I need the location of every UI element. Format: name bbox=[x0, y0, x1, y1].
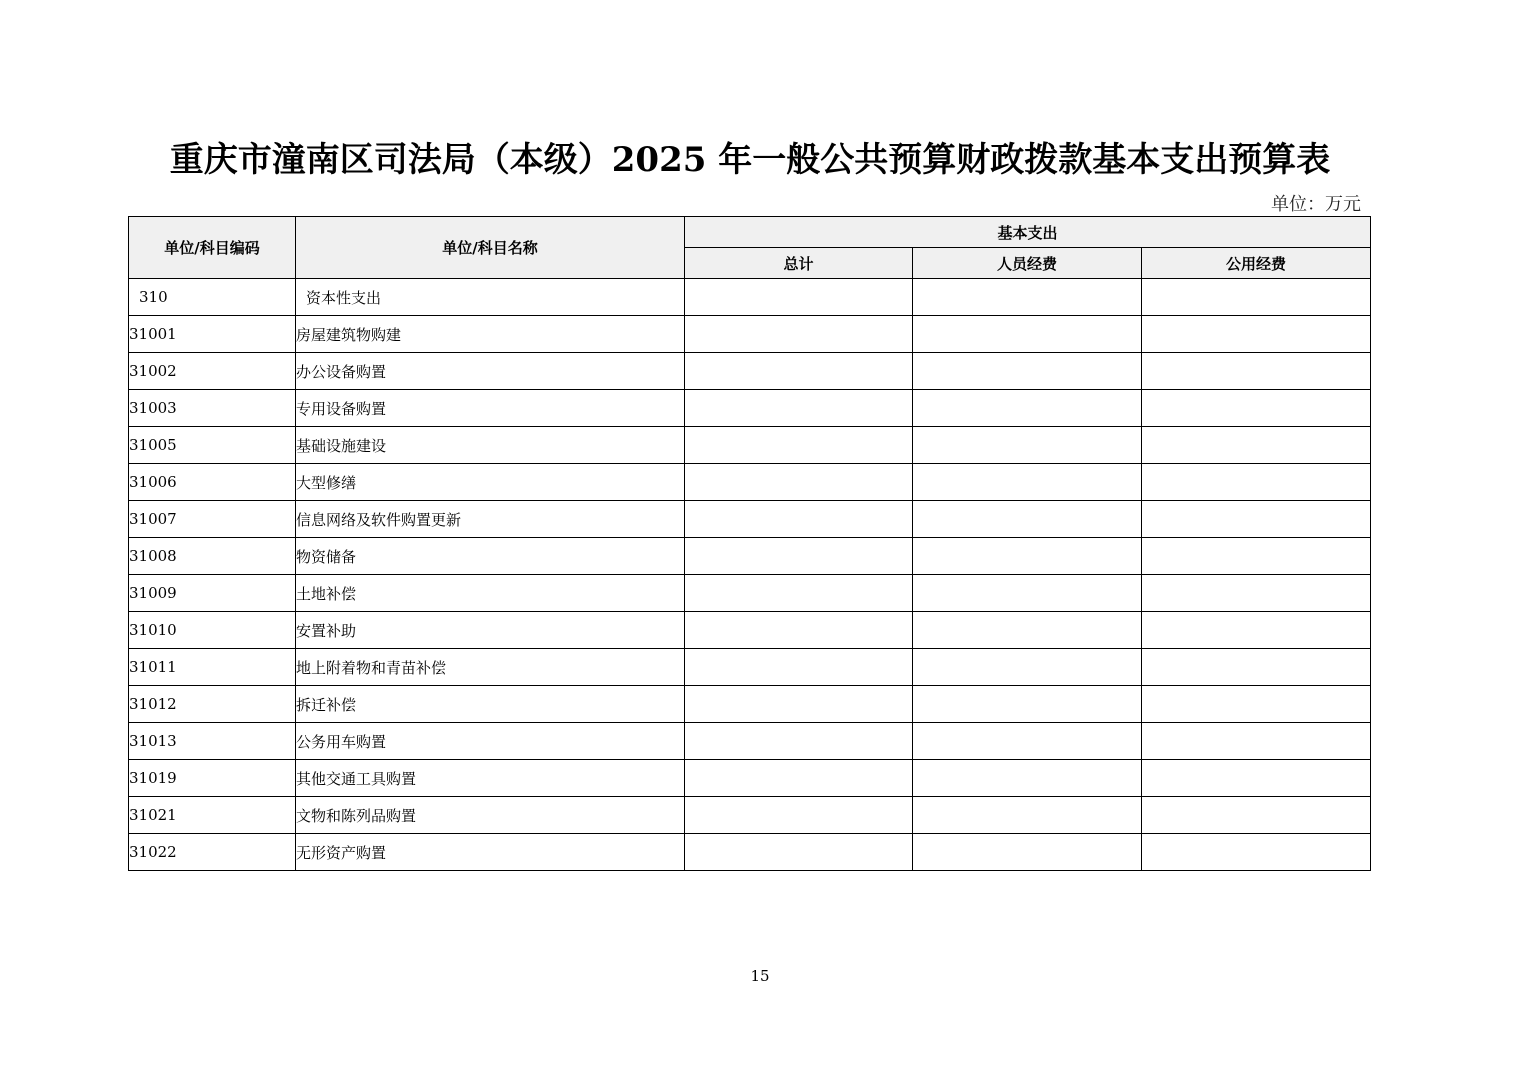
cell-total bbox=[685, 501, 913, 538]
cell-code: 31022 bbox=[129, 834, 296, 871]
cell-name: 专用设备购置 bbox=[296, 390, 685, 427]
table-row bbox=[129, 797, 1371, 834]
table-row bbox=[129, 834, 1371, 871]
table-row bbox=[129, 686, 1371, 723]
cell-name: 其他交通工具购置 bbox=[296, 760, 685, 797]
cell-code: 31001 bbox=[129, 316, 296, 353]
cell-total bbox=[685, 649, 913, 686]
cell-personnel bbox=[913, 279, 1142, 316]
cell-public bbox=[1142, 427, 1371, 464]
cell-public bbox=[1142, 279, 1371, 316]
unit-label: 单位：万元 bbox=[1271, 194, 1361, 215]
cell-public bbox=[1142, 501, 1371, 538]
cell-name: 物资储备 bbox=[296, 538, 685, 575]
cell-name: 地上附着物和青苗补偿 bbox=[296, 649, 685, 686]
header-basic-expenditure: 基本支出 bbox=[685, 217, 1371, 248]
cell-public bbox=[1142, 797, 1371, 834]
cell-personnel bbox=[913, 390, 1142, 427]
header-personnel: 人员经费 bbox=[913, 248, 1142, 279]
cell-personnel bbox=[913, 612, 1142, 649]
cell-name: 土地补偿 bbox=[296, 575, 685, 612]
cell-personnel bbox=[913, 316, 1142, 353]
cell-personnel bbox=[913, 501, 1142, 538]
cell-name: 大型修缮 bbox=[296, 464, 685, 501]
cell-code: 31008 bbox=[129, 538, 296, 575]
page-title: 重庆市潼南区司法局（本级）2025 年一般公共预算财政拨款基本支出预算表 bbox=[169, 140, 1331, 180]
cell-personnel bbox=[913, 538, 1142, 575]
cell-name: 资本性支出 bbox=[296, 279, 685, 316]
cell-total bbox=[685, 316, 913, 353]
cell-personnel bbox=[913, 464, 1142, 501]
table-row bbox=[129, 353, 1371, 390]
cell-code: 310 bbox=[129, 279, 296, 316]
cell-name: 信息网络及软件购置更新 bbox=[296, 501, 685, 538]
cell-personnel bbox=[913, 427, 1142, 464]
cell-total bbox=[685, 797, 913, 834]
cell-code: 31010 bbox=[129, 612, 296, 649]
cell-public bbox=[1142, 316, 1371, 353]
cell-total bbox=[685, 427, 913, 464]
cell-name: 安置补助 bbox=[296, 612, 685, 649]
cell-total bbox=[685, 834, 913, 871]
cell-public bbox=[1142, 353, 1371, 390]
cell-code: 31005 bbox=[129, 427, 296, 464]
header-public: 公用经费 bbox=[1142, 248, 1371, 279]
cell-name: 拆迁补偿 bbox=[296, 686, 685, 723]
cell-total bbox=[685, 760, 913, 797]
cell-public bbox=[1142, 760, 1371, 797]
cell-code: 31011 bbox=[129, 649, 296, 686]
cell-name: 房屋建筑物购建 bbox=[296, 316, 685, 353]
cell-name: 办公设备购置 bbox=[296, 353, 685, 390]
cell-total bbox=[685, 464, 913, 501]
cell-code: 31009 bbox=[129, 575, 296, 612]
cell-name: 公务用车购置 bbox=[296, 723, 685, 760]
table-row bbox=[129, 649, 1371, 686]
cell-personnel bbox=[913, 760, 1142, 797]
header-name: 单位/科目名称 bbox=[296, 217, 685, 279]
cell-personnel bbox=[913, 575, 1142, 612]
cell-total bbox=[685, 390, 913, 427]
cell-code: 31013 bbox=[129, 723, 296, 760]
page-number: 15 bbox=[750, 967, 770, 985]
cell-code: 31021 bbox=[129, 797, 296, 834]
cell-code: 31012 bbox=[129, 686, 296, 723]
table-row bbox=[129, 612, 1371, 649]
cell-total bbox=[685, 612, 913, 649]
cell-personnel bbox=[913, 834, 1142, 871]
budget-table bbox=[128, 216, 1371, 871]
table-row bbox=[129, 464, 1371, 501]
cell-public bbox=[1142, 538, 1371, 575]
cell-total bbox=[685, 575, 913, 612]
cell-personnel bbox=[913, 649, 1142, 686]
cell-public bbox=[1142, 390, 1371, 427]
cell-public bbox=[1142, 834, 1371, 871]
cell-code: 31006 bbox=[129, 464, 296, 501]
table-row bbox=[129, 390, 1371, 427]
cell-code: 31002 bbox=[129, 353, 296, 390]
table-body bbox=[129, 279, 1371, 871]
table-row bbox=[129, 279, 1371, 316]
table-header bbox=[129, 217, 1371, 279]
cell-public bbox=[1142, 686, 1371, 723]
table-row bbox=[129, 538, 1371, 575]
cell-total bbox=[685, 723, 913, 760]
table-row bbox=[129, 723, 1371, 760]
header-code: 单位/科目编码 bbox=[129, 217, 296, 279]
table-row bbox=[129, 575, 1371, 612]
cell-total bbox=[685, 686, 913, 723]
table-row bbox=[129, 760, 1371, 797]
cell-public bbox=[1142, 723, 1371, 760]
cell-personnel bbox=[913, 686, 1142, 723]
table-row bbox=[129, 316, 1371, 353]
cell-personnel bbox=[913, 797, 1142, 834]
cell-name: 基础设施建设 bbox=[296, 427, 685, 464]
cell-name: 文物和陈列品购置 bbox=[296, 797, 685, 834]
cell-public bbox=[1142, 464, 1371, 501]
cell-personnel bbox=[913, 353, 1142, 390]
cell-code: 31019 bbox=[129, 760, 296, 797]
cell-public bbox=[1142, 575, 1371, 612]
cell-name: 无形资产购置 bbox=[296, 834, 685, 871]
cell-public bbox=[1142, 612, 1371, 649]
header-total: 总计 bbox=[685, 248, 913, 279]
cell-personnel bbox=[913, 723, 1142, 760]
cell-public bbox=[1142, 649, 1371, 686]
cell-total bbox=[685, 279, 913, 316]
table-row bbox=[129, 427, 1371, 464]
cell-total bbox=[685, 538, 913, 575]
cell-code: 31003 bbox=[129, 390, 296, 427]
cell-code: 31007 bbox=[129, 501, 296, 538]
cell-total bbox=[685, 353, 913, 390]
table-row bbox=[129, 501, 1371, 538]
